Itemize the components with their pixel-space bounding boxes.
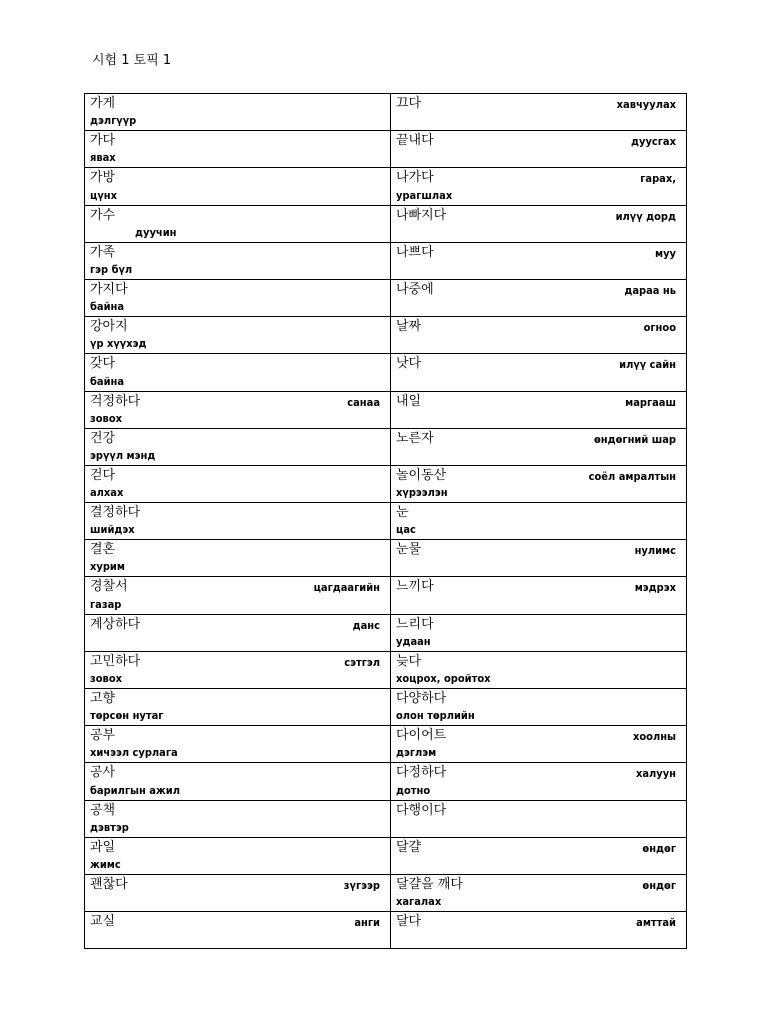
korean-word: 걷다 bbox=[90, 467, 116, 483]
korean-word: 괜찮다 bbox=[90, 876, 128, 892]
korean-word: 가지다 bbox=[90, 281, 128, 297]
vocab-cell-left bbox=[85, 763, 391, 800]
vocab-cell-right bbox=[391, 242, 687, 279]
vocab-cell-right bbox=[391, 391, 687, 428]
vocab-cell-left bbox=[85, 242, 391, 279]
mongolian-translation: данс bbox=[352, 618, 380, 632]
mongolian-translation: жимс bbox=[90, 857, 121, 871]
vocab-cell-left bbox=[85, 168, 391, 205]
vocab-cell-left bbox=[85, 317, 391, 354]
mongolian-translation: төрсөн нутаг bbox=[90, 709, 164, 723]
vocab-cell-right bbox=[391, 168, 687, 205]
mongolian-translation-continued: дотно bbox=[396, 783, 431, 797]
vocab-cell-left bbox=[85, 428, 391, 465]
mongolian-translation: өндөгний шар bbox=[593, 432, 676, 446]
korean-word: 공사 bbox=[90, 765, 116, 781]
vocab-cell-right bbox=[391, 726, 687, 763]
vocab-cell-left bbox=[85, 726, 391, 763]
mongolian-translation: анги bbox=[354, 916, 380, 930]
table-row bbox=[85, 540, 687, 577]
mongolian-translation-continued: зовох bbox=[90, 672, 122, 685]
mongolian-translation: дараа нь bbox=[624, 283, 676, 297]
mongolian-translation: хурим bbox=[90, 560, 125, 574]
mongolian-translation: илүү дорд bbox=[615, 209, 676, 223]
table-row bbox=[85, 614, 687, 651]
mongolian-translation-continued: хагалах bbox=[396, 895, 442, 909]
vocab-cell-right bbox=[391, 651, 687, 688]
vocab-cell-right bbox=[391, 94, 687, 131]
korean-word: 고향 bbox=[90, 691, 116, 706]
mongolian-translation: байна bbox=[90, 300, 125, 314]
vocab-cell-right bbox=[391, 689, 687, 726]
table-row bbox=[85, 205, 687, 242]
korean-word: 눈 bbox=[396, 505, 409, 521]
mongolian-translation: маргааш bbox=[625, 395, 676, 409]
korean-word: 가수 bbox=[90, 207, 116, 223]
vocab-cell-left bbox=[85, 577, 391, 614]
korean-word: 나빠지다 bbox=[396, 207, 447, 223]
vocab-cell-left bbox=[85, 205, 391, 242]
vocab-cell-left bbox=[85, 800, 391, 837]
vocab-cell-right bbox=[391, 279, 687, 316]
mongolian-translation: огноо bbox=[643, 321, 676, 335]
vocab-cell-right bbox=[391, 874, 687, 911]
mongolian-translation: гэр бүл bbox=[90, 262, 133, 276]
korean-word: 다행이다 bbox=[396, 802, 447, 818]
korean-word: 강아지 bbox=[90, 319, 128, 335]
table-row bbox=[85, 577, 687, 614]
korean-word: 결혼 bbox=[90, 542, 116, 558]
mongolian-translation: нулимс bbox=[634, 544, 676, 558]
mongolian-translation: өндөг bbox=[642, 841, 676, 855]
vocab-cell-left bbox=[85, 837, 391, 874]
korean-word: 나쁘다 bbox=[396, 244, 434, 260]
mongolian-translation: өндөг bbox=[642, 878, 676, 892]
korean-word: 다양하다 bbox=[396, 691, 447, 706]
korean-word: 달걀을 깨다 bbox=[396, 876, 463, 892]
korean-word: 내일 bbox=[396, 393, 422, 409]
vocab-cell-right bbox=[391, 503, 687, 540]
vocab-cell-left bbox=[85, 131, 391, 168]
korean-word: 갖다 bbox=[90, 356, 116, 372]
table-row bbox=[85, 465, 687, 502]
table-row bbox=[85, 354, 687, 391]
table-row bbox=[85, 651, 687, 688]
vocab-cell-right bbox=[391, 837, 687, 874]
vocab-cell-left bbox=[85, 874, 391, 911]
korean-word: 끄다 bbox=[396, 96, 422, 111]
mongolian-translation: мэдрэх bbox=[634, 581, 676, 595]
korean-word: 공책 bbox=[90, 802, 116, 818]
table-row bbox=[85, 689, 687, 726]
korean-word: 계상하다 bbox=[90, 616, 141, 632]
mongolian-translation: халуун bbox=[635, 767, 676, 781]
mongolian-translation: сэтгэл bbox=[344, 655, 380, 669]
vocab-cell-left bbox=[85, 279, 391, 316]
table-row bbox=[85, 800, 687, 837]
mongolian-translation: алхах bbox=[90, 486, 124, 500]
vocab-cell-right bbox=[391, 205, 687, 242]
mongolian-translation: цас bbox=[396, 523, 416, 537]
korean-word: 공부 bbox=[90, 728, 116, 744]
vocab-cell-right bbox=[391, 540, 687, 577]
korean-word: 끝내다 bbox=[396, 133, 434, 149]
table-row bbox=[85, 726, 687, 763]
mongolian-translation: хавчуулах bbox=[616, 98, 676, 111]
table-row bbox=[85, 94, 687, 131]
korean-word: 날짜 bbox=[396, 319, 422, 335]
mongolian-translation-continued: газар bbox=[90, 597, 122, 611]
vocab-cell-left bbox=[85, 503, 391, 540]
korean-word: 걱정하다 bbox=[90, 393, 141, 409]
vocab-cell-left bbox=[85, 912, 391, 949]
korean-word: 가방 bbox=[90, 170, 116, 186]
vocabulary-table bbox=[84, 93, 687, 949]
mongolian-translation: явах bbox=[90, 151, 116, 165]
korean-word: 고민하다 bbox=[90, 653, 141, 669]
vocab-cell-right bbox=[391, 614, 687, 651]
korean-word: 가다 bbox=[90, 133, 116, 149]
mongolian-translation: олон төрлийн bbox=[396, 709, 475, 723]
vocab-cell-left bbox=[85, 614, 391, 651]
vocab-cell-right bbox=[391, 465, 687, 502]
mongolian-translation: дэвтэр bbox=[90, 820, 129, 834]
mongolian-translation-continued: урагшлах bbox=[396, 188, 453, 202]
korean-word: 나가다 bbox=[396, 170, 434, 186]
page-title: 시험 1 토픽 1 bbox=[92, 53, 172, 68]
mongolian-translation: хоолны bbox=[632, 730, 676, 744]
korean-word: 놀이동산 bbox=[396, 467, 447, 483]
mongolian-translation: хичээл сурлага bbox=[90, 746, 178, 760]
vocab-cell-left bbox=[85, 465, 391, 502]
mongolian-translation: гарах, bbox=[640, 172, 676, 186]
mongolian-translation: муу bbox=[655, 246, 676, 260]
mongolian-translation: дуучин bbox=[135, 225, 177, 239]
mongolian-translation: хоцрох, оройтох bbox=[396, 672, 491, 685]
vocab-cell-left bbox=[85, 540, 391, 577]
mongolian-translation: цүнх bbox=[90, 188, 118, 202]
korean-word: 달걀 bbox=[396, 839, 422, 855]
korean-word: 노른자 bbox=[396, 430, 434, 446]
table-row bbox=[85, 837, 687, 874]
mongolian-translation: үр хүүхэд bbox=[90, 337, 147, 351]
table-row bbox=[85, 168, 687, 205]
korean-word: 느끼다 bbox=[396, 579, 434, 595]
table-row bbox=[85, 428, 687, 465]
vocab-cell-right bbox=[391, 577, 687, 614]
korean-word: 나중에 bbox=[396, 281, 434, 297]
mongolian-translation: байна bbox=[90, 374, 125, 388]
korean-word: 가게 bbox=[90, 96, 116, 111]
korean-word: 낫다 bbox=[396, 356, 422, 372]
table-row bbox=[85, 317, 687, 354]
korean-word: 가족 bbox=[90, 244, 116, 260]
vocab-cell-right bbox=[391, 763, 687, 800]
vocab-cell-right bbox=[391, 428, 687, 465]
mongolian-translation: шийдэх bbox=[90, 523, 135, 537]
korean-word: 눈물 bbox=[396, 542, 422, 558]
korean-word: 느리다 bbox=[396, 616, 434, 632]
korean-word: 달다 bbox=[396, 914, 422, 930]
mongolian-translation: дуусгах bbox=[631, 135, 676, 149]
mongolian-translation: эрүүл мэнд bbox=[90, 448, 156, 462]
table-row bbox=[85, 763, 687, 800]
mongolian-translation-continued: дэглэм bbox=[396, 746, 437, 760]
table-row bbox=[85, 131, 687, 168]
mongolian-translation: амттай bbox=[636, 916, 676, 930]
korean-word: 늦다 bbox=[396, 653, 422, 669]
vocab-cell-right bbox=[391, 912, 687, 949]
vocab-cell-left bbox=[85, 94, 391, 131]
vocab-cell-left bbox=[85, 391, 391, 428]
korean-word: 결정하다 bbox=[90, 505, 141, 521]
mongolian-translation-continued: хүрээлэн bbox=[396, 486, 448, 500]
vocab-cell-right bbox=[391, 800, 687, 837]
vocab-cell-left bbox=[85, 651, 391, 688]
vocab-cell-right bbox=[391, 354, 687, 391]
korean-word: 건강 bbox=[90, 430, 116, 446]
mongolian-translation: дэлгүүр bbox=[90, 114, 137, 128]
table-row bbox=[85, 242, 687, 279]
mongolian-translation: зүгээр bbox=[343, 878, 380, 892]
table-row bbox=[85, 391, 687, 428]
vocab-cell-right bbox=[391, 317, 687, 354]
mongolian-translation-continued: зовох bbox=[90, 411, 122, 425]
vocab-cell-left bbox=[85, 689, 391, 726]
table-row bbox=[85, 279, 687, 316]
mongolian-translation: соёл амралтын bbox=[588, 469, 676, 483]
mongolian-translation: цагдаагийн bbox=[313, 581, 380, 595]
mongolian-translation: санаа bbox=[347, 395, 380, 409]
mongolian-translation: удаан bbox=[396, 634, 431, 648]
vocab-cell-right bbox=[391, 131, 687, 168]
korean-word: 경찰서 bbox=[90, 579, 128, 595]
korean-word: 과일 bbox=[90, 839, 116, 855]
mongolian-translation: илүү сайн bbox=[619, 358, 676, 372]
vocab-cell-left bbox=[85, 354, 391, 391]
korean-word: 다이어트 bbox=[396, 728, 447, 744]
table-row bbox=[85, 874, 687, 911]
table-row bbox=[85, 503, 687, 540]
table-row bbox=[85, 912, 687, 949]
korean-word: 교실 bbox=[90, 914, 116, 930]
mongolian-translation: барилгын ажил bbox=[90, 783, 180, 797]
korean-word: 다정하다 bbox=[396, 765, 447, 781]
